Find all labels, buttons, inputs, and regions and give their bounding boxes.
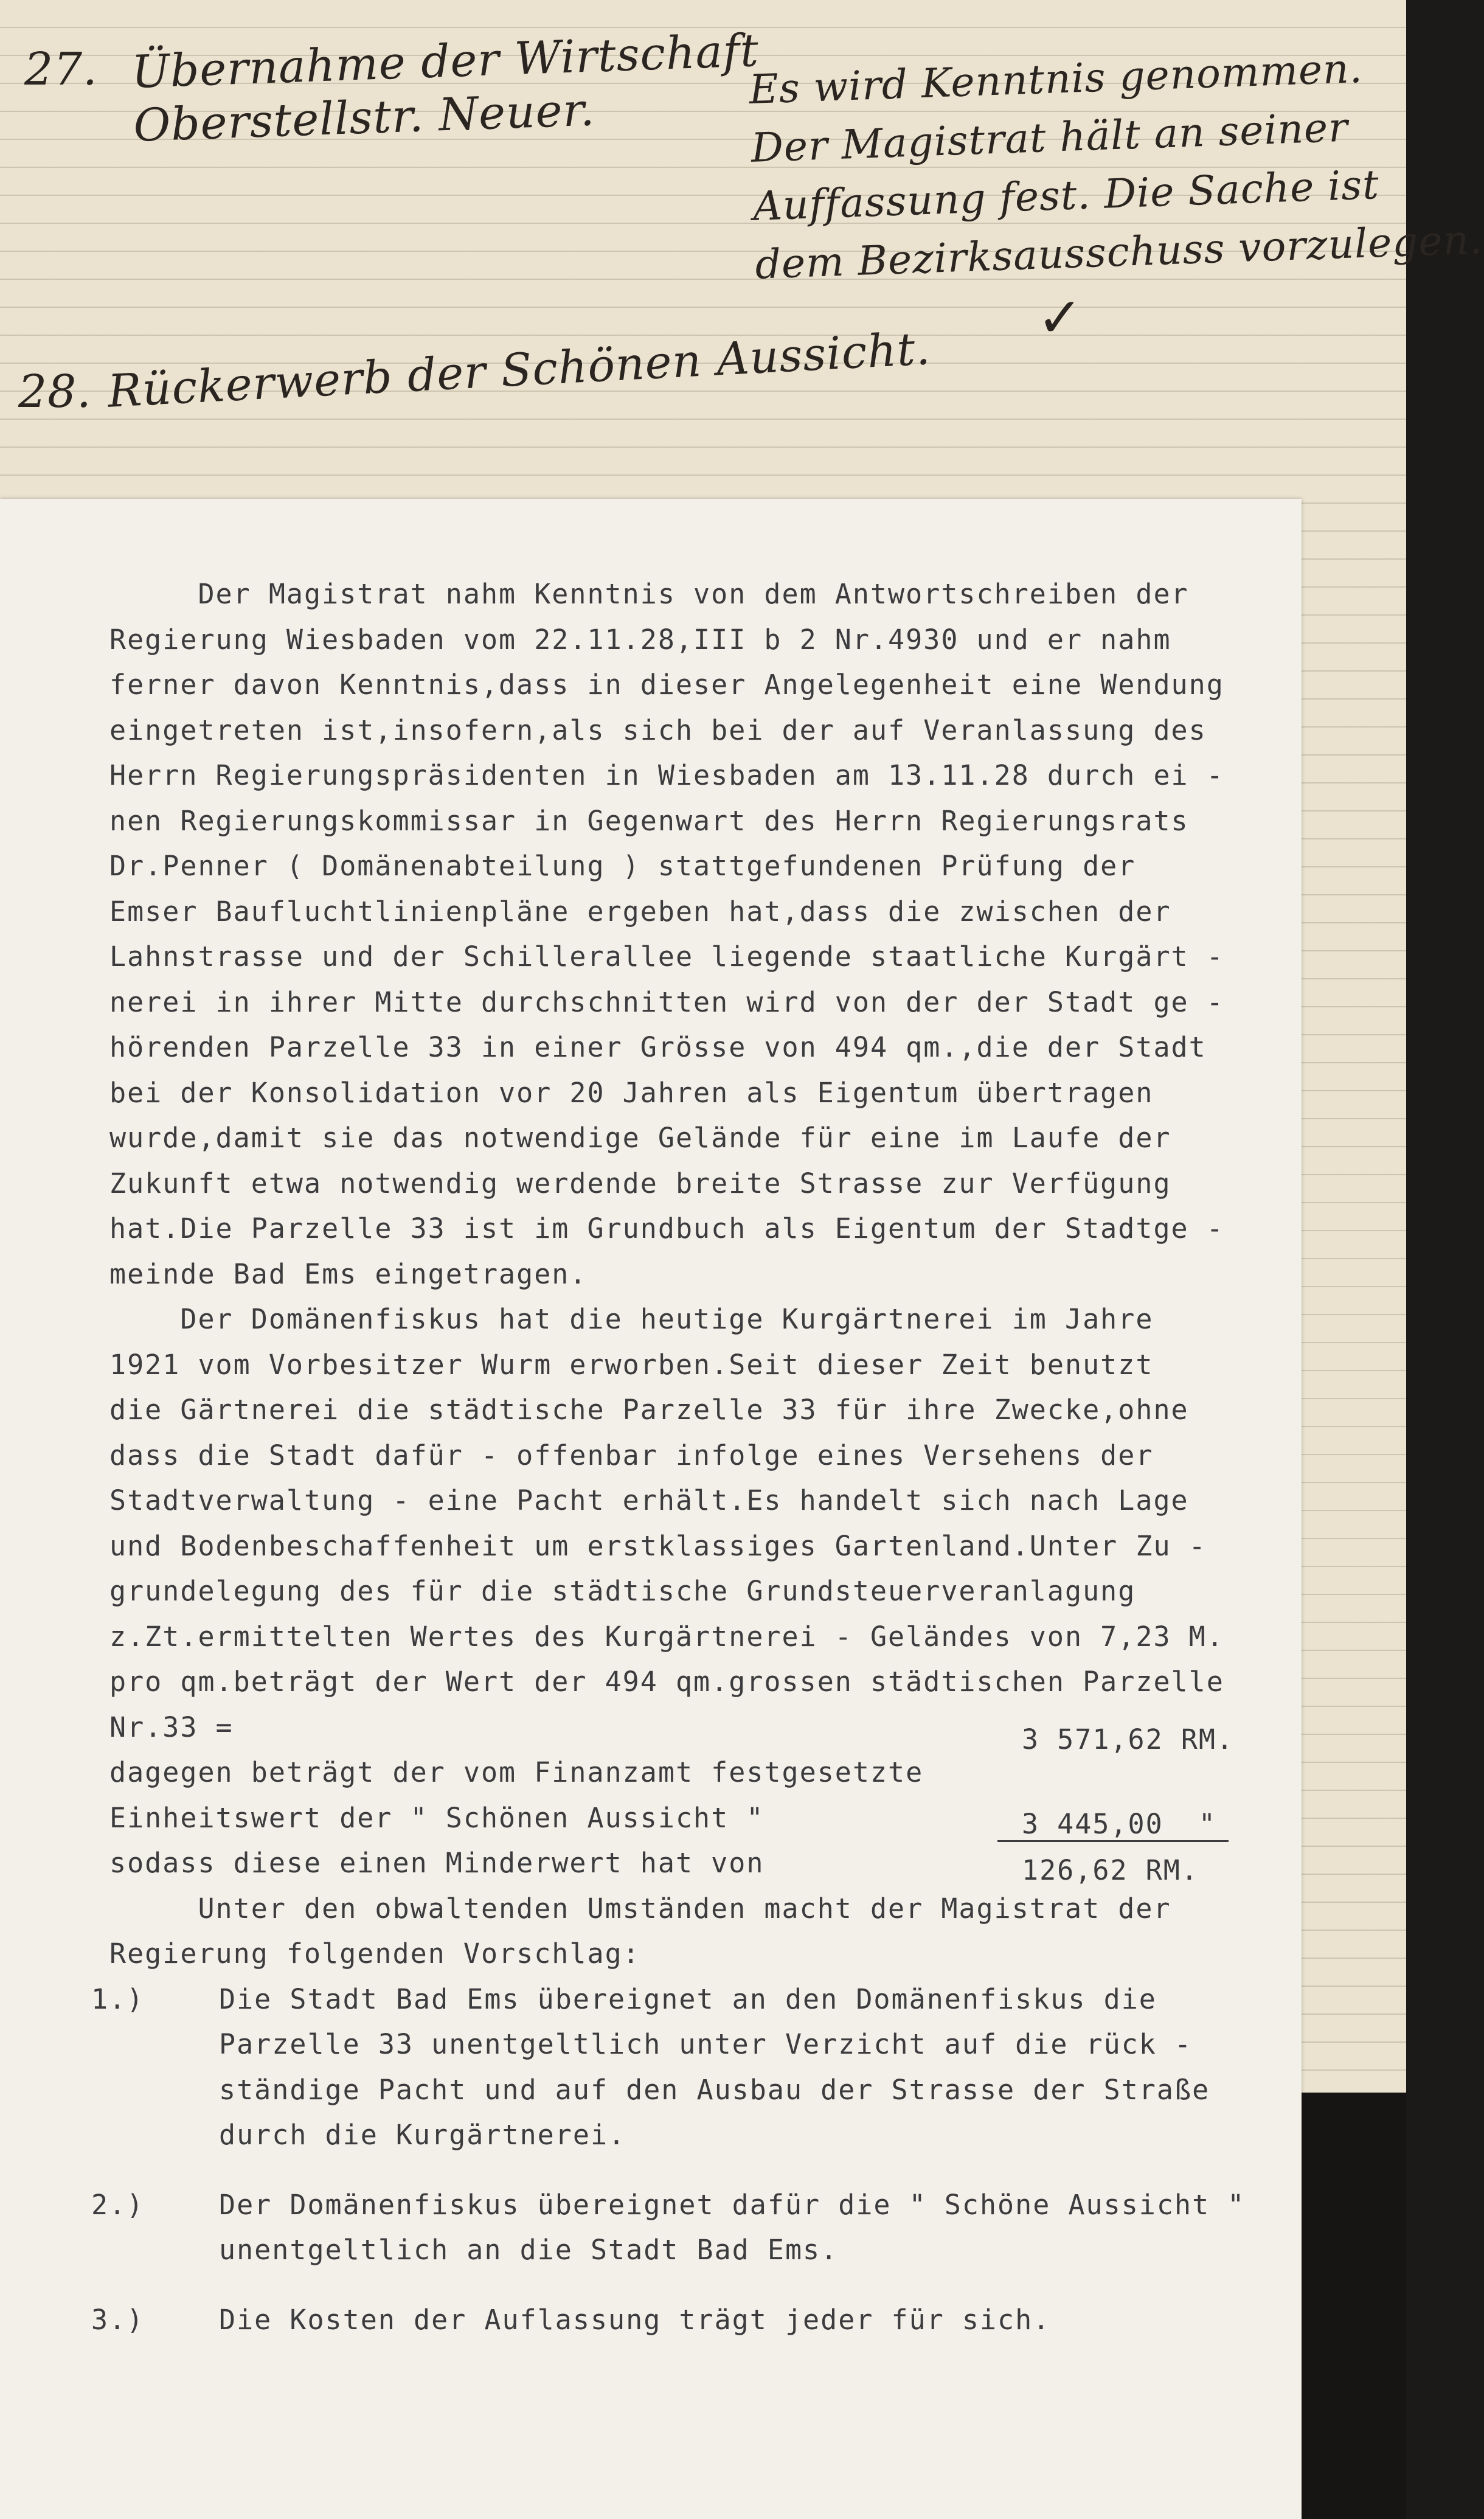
text-line: Der Domänenfiskus hat die heutige Kurgärtnerei im Jahre [109,1303,1154,1335]
text-line: wurde,damit sie das notwendige Gelände für eine im Laufe der [109,1122,1171,1154]
calc-row-parcel [109,1705,1289,1756]
paragraph-2 [109,1297,1289,1705]
text-line: Unter den obwaltenden Umständen macht der Magistrat der [109,1892,1171,1925]
text-line: ferner davon Kenntnis,dass in dieser Angelegenheit eine Wendung [109,669,1224,701]
text-line: Zukunft etwa notwendig werdende breite Strasse zur Verfügung [109,1167,1171,1200]
calc-label: sodass diese einen Minderwert hat von [109,1847,765,1879]
item27-text [131,24,761,153]
typed-text [91,572,1289,2343]
text-line: Lahnstrasse und der Schillerallee liegende staatliche Kurgärt - [109,940,1224,973]
text-line: pro qm.beträgt der Wert der 494 qm.grossen städtischen Parzelle [109,1666,1224,1698]
text-line: Dr.Penner ( Domänenabteilung ) stattgefundenen Prüfung der [109,850,1136,882]
text-line: grundelegung des für die städtische Grundsteuerveranlagung [109,1575,1136,1607]
text-line: 1921 vom Vorbesitzer Wurm erworben.Seit dieser Zeit benutzt [109,1348,1154,1381]
text-line: durch die Kurgärtnerei. [219,2119,626,2151]
calc-row-unit-value [109,1796,1289,1841]
typed-sheet [0,499,1302,2519]
paragraph-3 [109,1886,1289,1977]
paragraph-1 [109,572,1289,1297]
calc-row-difference [109,1841,1289,1886]
proposal-list [91,1977,1289,2343]
calc-value: 3 571,62 RM. [1022,1723,1235,1756]
calc-value: 3 445,00 " [1022,1807,1217,1840]
text-line: Regierung Wiesbaden vom 22.11.28,III b 2 Nr.4930 und er nahm [109,623,1171,656]
text-line: hörenden Parzelle 33 in einer Grösse von 494 qm.,die der Stadt [109,1031,1207,1063]
text-line: nerei in ihrer Mitte durchschnitten wird von der der Stadt ge - [109,985,1224,1018]
calc-row-label [109,1750,1289,1796]
text-line: Herrn Regierungspräsidenten in Wiesbaden am 13.11.28 durch ei - [109,759,1224,791]
text-line: ständige Pacht und auf den Ausbau der Strasse der Straße [219,2073,1210,2106]
margin-note-line: Der Magistrat hält an seiner [750,103,1349,172]
item27-line: Übernahme der Wirtschaft [131,24,760,99]
text-line: meinde Bad Ems eingetragen. [109,1257,588,1290]
calc-label: Nr.33 = [109,1711,234,1743]
text-line: Die Stadt Bad Ems übereignet an den Domänenfiskus die [219,1982,1157,2015]
calc-label: dagegen beträgt der vom Finanzamt festgesetzte [109,1756,924,1788]
item27-number: 27. [24,43,98,96]
item27-line: Oberstellstr. Neuer. [133,83,596,152]
text-line: Stadtverwaltung - eine Pacht erhält.Es handelt sich nach Lage [109,1484,1189,1517]
text-line: z.Zt.ermittelten Wertes des Kurgärtnerei - Geländes von 7,23 M. [109,1620,1224,1653]
check-mark-icon: ✓ [1037,286,1083,350]
text-line: Die Kosten der Auflassung trägt jeder für sich. [219,2303,1051,2336]
text-line: und Bodenbeschaffenheit um erstklassiges Gartenland.Unter Zu - [109,1529,1207,1562]
margin-decision-note [748,35,1484,294]
text-line: bei der Konsolidation vor 20 Jahren als Eigentum übertragen [109,1076,1154,1109]
margin-note-line: dem Bezirksausschuss vorzulegen. [754,216,1484,288]
item28-number: 28. [18,366,92,418]
text-line: Der Magistrat nahm Kenntnis von dem Antwortschreiben der [109,578,1189,610]
text-line: nen Regierungskommissar in Gegenwart des Herrn Regierungsrats [109,804,1189,837]
text-line: Regierung folgenden Vorschlag: [109,1937,640,1970]
proposal-item [91,2298,1289,2343]
proposal-number: 2.) [91,2188,145,2221]
text-line: dass die Stadt dafür - offenbar infolge eines Versehens der [109,1439,1154,1471]
proposal-item [91,2183,1289,2273]
text-line: Der Domänenfiskus übereignet dafür die " Schöne Aussicht " [219,2188,1246,2221]
item28-title: Rückerwerb der Schönen Aussicht. [106,322,932,418]
proposal-number: 3.) [91,2303,145,2336]
calc-label: Einheitswert der " Schönen Aussicht " [109,1801,765,1834]
text-line: die Gärtnerei die städtische Parzelle 33 für ihre Zwecke,ohne [109,1394,1189,1426]
proposal-item [91,1977,1289,2158]
text-line: Parzelle 33 unentgeltlich unter Verzicht auf die rück - [219,2028,1193,2060]
valuation-calculation [109,1705,1289,1886]
text-line: eingetreten ist,insofern,als sich bei der auf Veranlassung des [109,714,1207,746]
calc-value: 126,62 RM. [1022,1854,1199,1886]
margin-note-line: Auffassung fest. Die Sache ist [752,161,1380,230]
proposal-number: 1.) [91,1982,145,2015]
margin-note-line: Es wird Kenntnis genommen. [748,44,1364,113]
text-line: unentgeltlich an die Stadt Bad Ems. [219,2234,839,2266]
text-line: Emser Baufluchtlinienpläne ergeben hat,dass die zwischen der [109,895,1171,928]
text-line: hat.Die Parzelle 33 ist im Grundbuch als Eigentum der Stadtge - [109,1212,1224,1245]
